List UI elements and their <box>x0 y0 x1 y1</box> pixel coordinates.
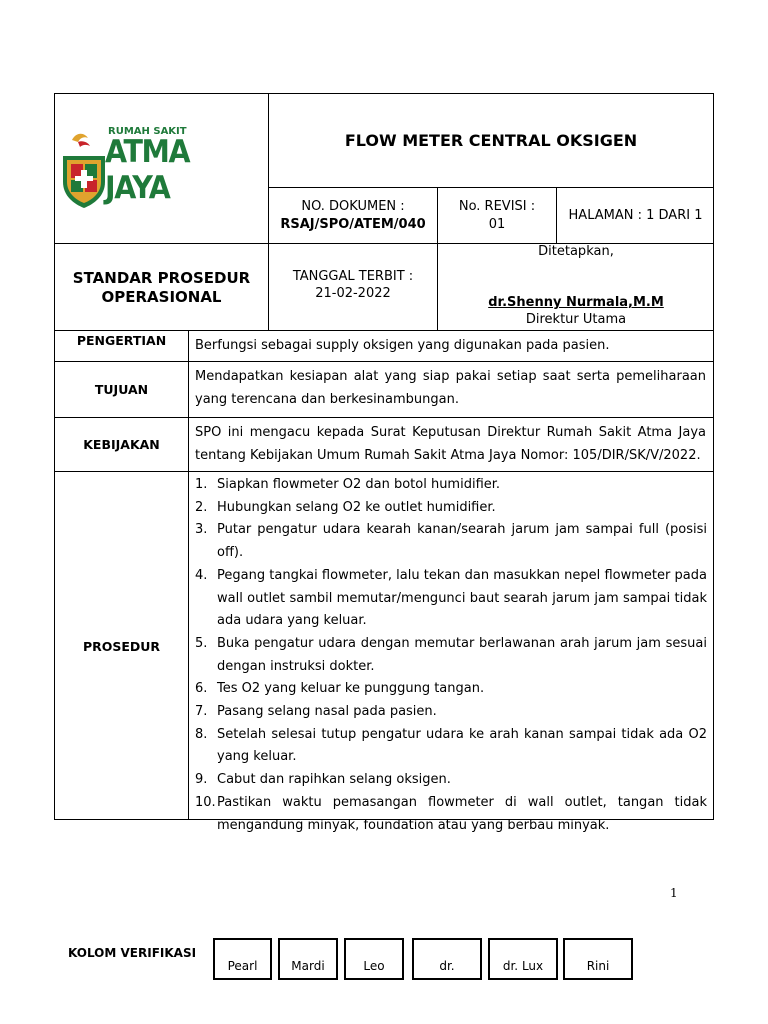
page-label: HALAMAN : 1 DARI 1 <box>568 208 703 223</box>
verifier-name: Leo <box>363 959 385 973</box>
verifier-name: Pearl <box>227 959 258 973</box>
logo-main-text: ATMA JAYA <box>105 134 190 206</box>
procedure-step <box>195 633 707 678</box>
issue-date-label: TANGGAL TERBIT : <box>292 269 414 284</box>
doc-number-cell <box>269 188 437 243</box>
pengertian-label: PENGERTIAN <box>76 333 167 348</box>
logo-top-text: RUMAH SAKIT <box>108 126 187 137</box>
doc-number-value: RSAJ/SPO/ATEM/040 <box>280 216 426 232</box>
step-text: Buka pengatur udara dengan memutar berlawanan arah jarum jam sesuai dengan instruksi dokter. <box>217 635 707 674</box>
step-number: 6. <box>195 681 208 697</box>
procedure-step <box>195 724 707 769</box>
verifier-name: dr. <box>439 959 455 973</box>
revision-value: 01 <box>488 216 506 232</box>
procedure-step <box>195 701 707 724</box>
tujuan-label: TUJUAN <box>94 382 149 397</box>
revision-label: No. REVISI : <box>458 198 536 214</box>
revision-cell <box>438 188 556 243</box>
verifier-name: dr. Lux <box>502 959 544 973</box>
pengertian-text: Berfungsi sebagai supply oksigen yang digunakan pada pasien. <box>195 338 610 353</box>
hospital-logo <box>60 126 265 210</box>
issue-date-cell <box>269 268 437 308</box>
document-title: FLOW METER CENTRAL OKSIGEN <box>344 131 638 150</box>
procedure-step <box>195 497 707 520</box>
step-number: 8. <box>195 726 208 742</box>
procedure-step <box>195 678 707 701</box>
approver-name: dr.Shenny Nurmala,M.M <box>488 295 664 310</box>
page-number: 1 <box>670 886 678 900</box>
procedure-step <box>195 474 707 497</box>
prosedur-steps <box>195 474 707 837</box>
verification-box <box>213 938 272 980</box>
verification-box <box>488 938 558 980</box>
step-text: Cabut dan rapihkan selang oksigen. <box>217 772 451 788</box>
sop-title-line2: OPERASIONAL <box>101 287 222 306</box>
step-text: Pasang selang nasal pada pasien. <box>217 704 437 720</box>
step-text: Tes O2 yang keluar ke punggung tangan. <box>217 681 485 697</box>
kebijakan-text: SPO ini mengacu kepada Surat Keputusan Direktur Rumah Sakit Atma Jaya tentang Kebijakan Umum Rumah Sakit Atma Jaya Nomor: 105/DIR/SK/V/2022. <box>195 425 706 463</box>
step-number: 2. <box>195 499 208 515</box>
approver-title: Direktur Utama <box>525 312 627 327</box>
step-number: 3. <box>195 522 208 538</box>
step-number: 10. <box>195 794 216 810</box>
issue-date-value: 21-02-2022 <box>315 286 391 301</box>
step-number: 9. <box>195 772 208 788</box>
procedure-step <box>195 565 707 633</box>
step-text: Putar pengatur udara kearah kanan/searah jarum jam sampai full (posisi off). <box>217 522 707 561</box>
step-number: 5. <box>195 635 208 651</box>
prosedur-label: PROSEDUR <box>82 638 161 654</box>
verification-label: KOLOM VERIFIKASI <box>68 946 197 960</box>
step-text: Hubungkan selang O2 ke outlet humidifier. <box>217 499 496 515</box>
procedure-step <box>195 769 707 792</box>
step-text: Pegang tangkai flowmeter, lalu tekan dan masukkan nepel flowmeter pada wall outlet sambil memutar/mengunci baut searah jarum jam sampai tidak ada udara yang keluar. <box>217 567 707 629</box>
step-number: 4. <box>195 567 208 583</box>
crest-icon <box>60 130 108 210</box>
step-text: Setelah selesai tutup pengatur udara ke arah kanan sampai tidak ada O2 yang keluar. <box>217 726 707 765</box>
sop-title <box>55 244 268 331</box>
verification-box <box>278 938 338 980</box>
tujuan-text: Mendapatkan kesiapan alat yang siap pakai setiap saat serta pemeliharaan yang terencana dan berkesinambungan. <box>195 369 706 407</box>
steps-list <box>195 474 707 837</box>
approved-label: Ditetapkan, <box>538 244 614 259</box>
verification-box <box>344 938 404 980</box>
verifier-name: Mardi <box>291 959 325 973</box>
doc-number-label: NO. DOKUMEN : <box>301 198 405 214</box>
verification-box <box>563 938 633 980</box>
kebijakan-label: KEBIJAKAN <box>83 437 160 452</box>
procedure-step <box>195 792 707 837</box>
step-text: Siapkan flowmeter O2 dan botol humidifier. <box>217 477 501 492</box>
verifier-name: Rini <box>586 959 610 973</box>
step-number: 1. <box>195 477 208 492</box>
verification-box <box>412 938 482 980</box>
procedure-step <box>195 519 707 564</box>
step-text: Pastikan waktu pemasangan flowmeter di wall outlet, tangan tidak mengandung minyak, foundation atau yang berbau minyak. <box>217 794 707 833</box>
step-number: 7. <box>195 704 208 720</box>
sop-title-line1: STANDAR PROSEDUR <box>72 268 251 287</box>
